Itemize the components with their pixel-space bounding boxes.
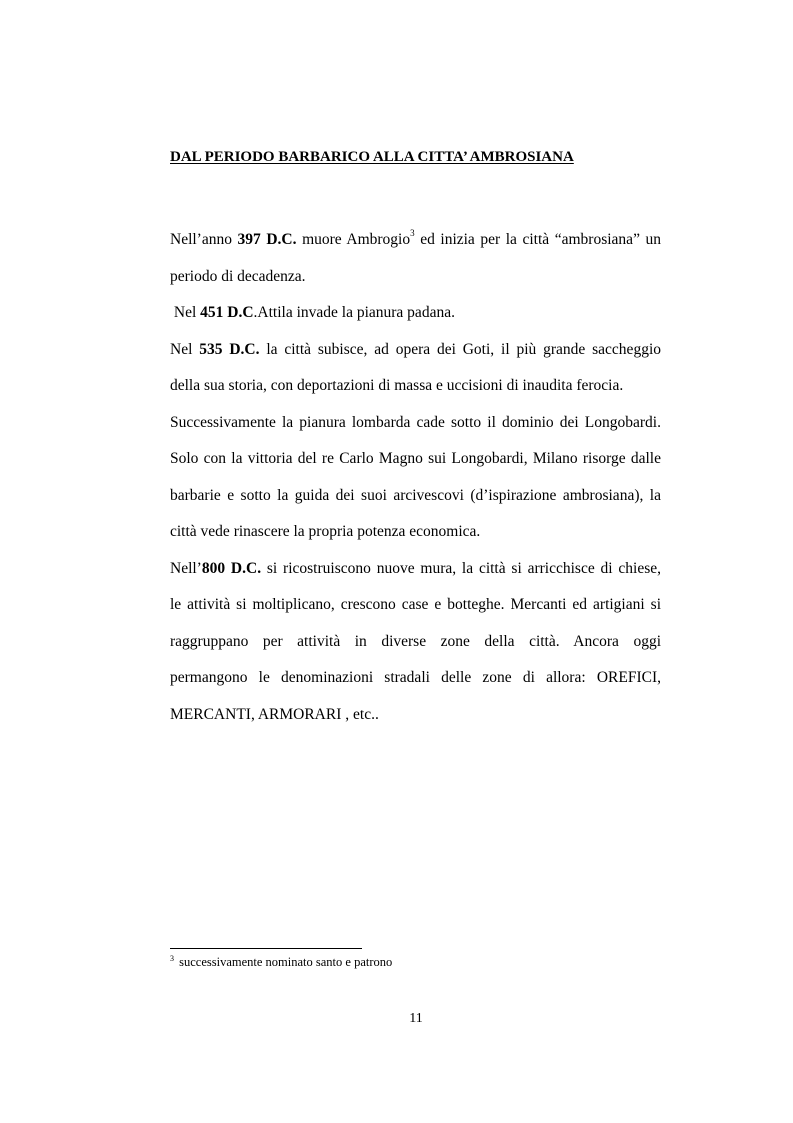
text-line: [170, 368, 661, 405]
text-line: [170, 478, 661, 515]
text-run: Nell’: [170, 559, 202, 577]
text-line: [170, 295, 661, 332]
page-number: 11: [409, 1011, 423, 1026]
text-line: [170, 587, 661, 624]
footnote-divider: [170, 948, 362, 949]
paragraph: [170, 405, 661, 551]
text-run: si ricostruiscono nuove mura, la città si arricchisce di chiese,: [261, 559, 662, 577]
text-line: [170, 624, 661, 661]
date-emphasis: 397 D.C.: [237, 231, 297, 248]
text-run: la città subisce, ad opera dei Goti, il più grande saccheggio: [259, 340, 661, 358]
footnote: [170, 955, 392, 970]
date-emphasis: 535 D.C.: [199, 340, 260, 358]
footnote-reference: 3: [410, 228, 415, 238]
text-run: periodo di decadenza.: [170, 267, 306, 285]
text-run: Nel: [170, 340, 200, 358]
paragraph: [170, 551, 661, 734]
text-run: .Attila invade la pianura padana.: [253, 304, 455, 321]
paragraph: [170, 295, 661, 332]
text-line: [170, 514, 661, 551]
text-line: [170, 660, 661, 697]
text-run: della sua storia, con deportazioni di massa e uccisioni di inaudita ferocia.: [170, 377, 624, 394]
text-run: città vede rinascere la propria potenza economica.: [170, 523, 481, 540]
footnote-text: successivamente nominato santo e patrono: [176, 955, 393, 969]
text-run: permangono le denominazioni stradali delle zone di allora: OREFICI,: [170, 669, 661, 686]
text-line: [170, 259, 661, 296]
text-run: barbarie e sotto la guida dei suoi arcivescovi (d’ispirazione ambrosiana), la: [170, 486, 661, 504]
body-text: [170, 222, 661, 733]
text-run: raggruppano per attività in diverse zone della città. Ancora oggi: [170, 632, 661, 650]
text-line: [170, 551, 661, 588]
text-run: Nel: [170, 304, 201, 321]
text-line: [170, 222, 661, 259]
text-line: [170, 441, 661, 478]
date-emphasis: 451 D.C: [200, 304, 254, 321]
text-run: Solo con la vittoria del re Carlo Magno sui Longobardi, Milano risorge dalle: [170, 450, 661, 467]
text-run: le attività si moltiplicano, crescono case e botteghe. Mercanti ed artigiani si: [170, 596, 661, 613]
text-line: [170, 697, 661, 734]
text-line: [170, 405, 661, 442]
paragraph: [170, 332, 661, 405]
date-emphasis: 800 D.C.: [201, 559, 262, 577]
paragraph: [170, 222, 661, 295]
text-run: MERCANTI, ARMORARI , etc..: [170, 705, 379, 723]
text-run: Successivamente la pianura lombarda cade sotto il dominio dei Longobardi.: [170, 413, 661, 431]
text-run: muore Ambrogio: [296, 231, 411, 248]
text-run: Nell’anno: [170, 231, 238, 248]
section-heading: DAL PERIODO BARBARICO ALLA CITTA’ AMBROSIANA: [170, 149, 574, 165]
text-run: ed inizia per la città “ambrosiana” un: [414, 231, 662, 248]
footnote-number: 3: [170, 954, 174, 963]
text-line: [170, 332, 661, 369]
